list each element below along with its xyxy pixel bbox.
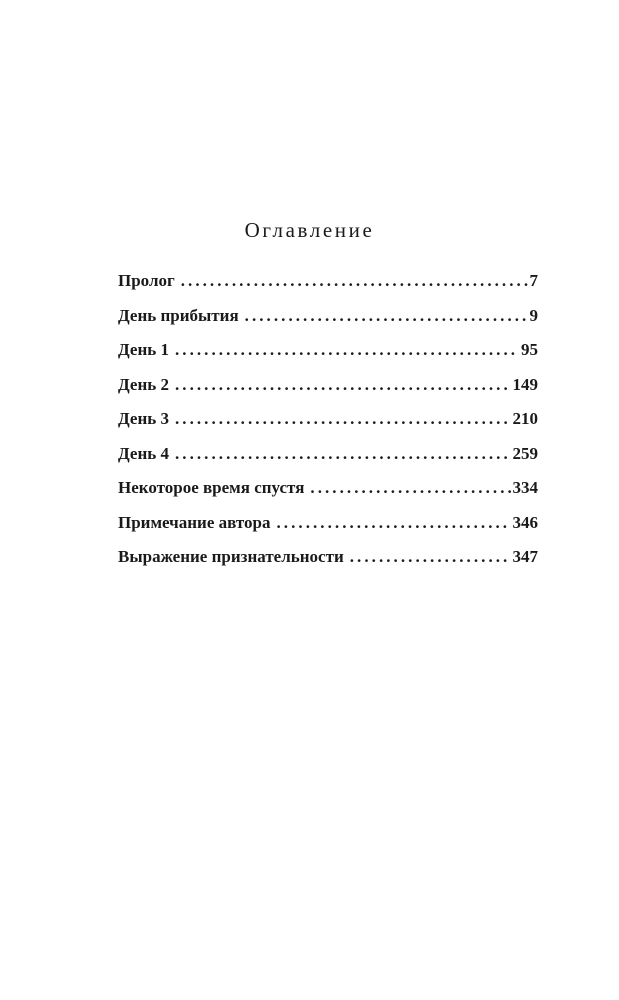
toc-entry-label: Пролог: [118, 271, 175, 290]
toc-entry-label: День 2: [118, 374, 169, 394]
toc-entry-page: 259: [512, 443, 538, 463]
toc-entry-day-4[interactable]: [118, 444, 538, 479]
toc-entry-day-2[interactable]: [118, 375, 538, 410]
toc-entry-some-time-later[interactable]: [118, 478, 538, 513]
toc-entry-day-3[interactable]: [118, 409, 538, 444]
toc-entry-page: 95: [521, 340, 538, 359]
toc-entry-page: 210: [512, 409, 538, 428]
toc-entry-page: 347: [512, 547, 538, 566]
toc-list: [118, 271, 538, 582]
dot-leader: [277, 513, 511, 533]
toc-entry-label: Выражение признательности: [118, 547, 344, 566]
toc-entry-acknowledgements[interactable]: [118, 547, 538, 582]
dot-leader: [310, 478, 510, 498]
toc-entry-label: Некоторое время спустя: [118, 478, 305, 497]
toc-entry-page: 7: [529, 271, 538, 290]
dot-leader: [175, 375, 511, 395]
toc-entry-label: День 4: [118, 443, 169, 463]
toc-entry-arrival-day[interactable]: [118, 306, 538, 341]
dot-leader: [175, 409, 511, 429]
toc-entry-label: День 3: [118, 409, 169, 428]
toc-entry-day-1[interactable]: [118, 340, 538, 375]
dot-leader: [350, 547, 511, 567]
toc-entry-prologue[interactable]: [118, 271, 538, 306]
toc-entry-author-note[interactable]: [118, 513, 538, 548]
toc-entry-page: 346: [512, 512, 538, 532]
dot-leader: [245, 306, 528, 326]
toc-entry-page: 9: [529, 305, 538, 325]
toc-entry-label: День 1: [118, 340, 169, 359]
dot-leader: [181, 271, 528, 291]
toc-entry-page: 334: [512, 478, 538, 497]
dot-leader: [175, 444, 511, 464]
toc-entry-label: Примечание автора: [118, 512, 271, 532]
toc-entry-label: День прибытия: [118, 305, 239, 325]
toc-title: Оглавление: [244, 218, 375, 242]
dot-leader: [175, 340, 519, 360]
toc-entry-page: 149: [512, 374, 538, 394]
